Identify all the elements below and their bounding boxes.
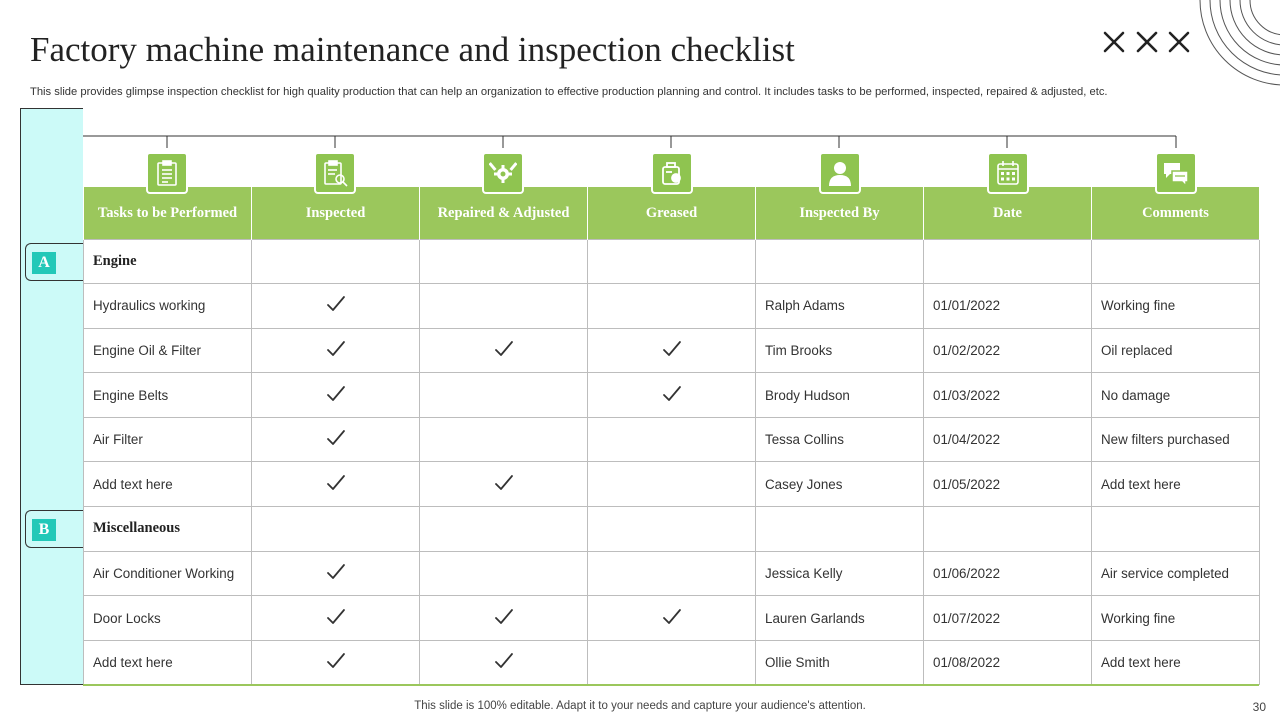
checkmark-icon [588, 596, 756, 641]
checkmark-icon [252, 328, 420, 373]
inspector-cell: Tim Brooks [756, 328, 924, 373]
section-side-bar [20, 108, 83, 685]
empty-cell [252, 239, 420, 284]
checkmark-icon [420, 462, 588, 507]
comment-cell: Add text here [1092, 462, 1260, 507]
comment-cell: Air service completed [1092, 551, 1260, 596]
table-bottom-border [83, 684, 1259, 686]
slide-subtitle: This slide provides glimpse inspection checklist for high quality production that can help an organization to effective production planning and control. It includes tasks to be performed, inspected, repaired & adjusted, etc. [30, 86, 1108, 98]
decorative-x-marks-icon [1101, 28, 1191, 56]
inspector-cell: Jessica Kelly [756, 551, 924, 596]
table-row [84, 328, 1260, 373]
section-marker-a [25, 243, 83, 281]
gear-tools-icon [482, 152, 524, 194]
inspector-cell: Casey Jones [756, 462, 924, 507]
slide-footer: This slide is 100% editable. Adapt it to your needs and capture your audience's attention. [414, 700, 866, 712]
empty-cell [420, 239, 588, 284]
table-row [84, 284, 1260, 329]
section-name: Miscellaneous [84, 507, 252, 552]
empty-cell [924, 507, 1092, 552]
empty-cell [588, 284, 756, 329]
task-cell: Door Locks [84, 596, 252, 641]
clipboard-list-icon [146, 152, 188, 194]
checkmark-icon [252, 551, 420, 596]
chat-bubbles-icon [1155, 152, 1197, 194]
comment-cell: Oil replaced [1092, 328, 1260, 373]
table-row [84, 373, 1260, 418]
empty-cell [420, 373, 588, 418]
date-cell: 01/03/2022 [924, 373, 1092, 418]
page-number: 30 [1252, 700, 1266, 714]
task-cell: Hydraulics working [84, 284, 252, 329]
checkmark-icon [420, 640, 588, 685]
task-cell: Air Filter [84, 417, 252, 462]
section-marker-b [25, 510, 83, 548]
oil-can-icon [651, 152, 693, 194]
section-badge: B [32, 519, 56, 541]
section-name: Engine [84, 239, 252, 284]
checkmark-icon [252, 373, 420, 418]
empty-cell [588, 239, 756, 284]
empty-cell [420, 507, 588, 552]
column-header-inspected: Inspected [252, 187, 420, 239]
comment-cell: Add text here [1092, 640, 1260, 685]
inspector-cell: Ollie Smith [756, 640, 924, 685]
date-cell: 01/01/2022 [924, 284, 1092, 329]
empty-cell [588, 462, 756, 507]
task-cell: Engine Oil & Filter [84, 328, 252, 373]
date-cell: 01/06/2022 [924, 551, 1092, 596]
table-row [84, 551, 1260, 596]
task-cell: Engine Belts [84, 373, 252, 418]
column-header-tasks: Tasks to be Performed [84, 187, 252, 239]
checkmark-icon [252, 284, 420, 329]
empty-cell [588, 640, 756, 685]
empty-cell [420, 417, 588, 462]
empty-cell [924, 239, 1092, 284]
empty-cell [756, 507, 924, 552]
checkmark-icon [252, 640, 420, 685]
checkmark-icon [252, 417, 420, 462]
date-cell: 01/02/2022 [924, 328, 1092, 373]
column-header-comments: Comments [1092, 187, 1260, 239]
empty-cell [252, 507, 420, 552]
empty-cell [756, 239, 924, 284]
checkmark-icon [420, 328, 588, 373]
comment-cell: New filters purchased [1092, 417, 1260, 462]
checkmark-icon [420, 596, 588, 641]
section-badge: A [32, 252, 56, 274]
comment-cell: Working fine [1092, 284, 1260, 329]
table-row [84, 462, 1260, 507]
section-row [84, 507, 1260, 552]
checklist-search-icon [314, 152, 356, 194]
column-header-inspected-by: Inspected By [756, 187, 924, 239]
decorative-arcs-icon [1195, 0, 1280, 90]
date-cell: 01/07/2022 [924, 596, 1092, 641]
table-row [84, 417, 1260, 462]
task-cell: Add text here [84, 640, 252, 685]
empty-cell [1092, 507, 1260, 552]
empty-cell [420, 551, 588, 596]
calendar-icon [987, 152, 1029, 194]
empty-cell [1092, 239, 1260, 284]
empty-cell [588, 507, 756, 552]
date-cell: 01/04/2022 [924, 417, 1092, 462]
checkmark-icon [252, 596, 420, 641]
checkmark-icon [588, 373, 756, 418]
empty-cell [588, 551, 756, 596]
task-cell: Air Conditioner Working [84, 551, 252, 596]
inspector-cell: Tessa Collins [756, 417, 924, 462]
inspector-cell: Lauren Garlands [756, 596, 924, 641]
task-cell: Add text here [84, 462, 252, 507]
table-header-row [84, 187, 1260, 239]
checkmark-icon [252, 462, 420, 507]
date-cell: 01/05/2022 [924, 462, 1092, 507]
section-row [84, 239, 1260, 284]
inspector-cell: Brody Hudson [756, 373, 924, 418]
comment-cell: Working fine [1092, 596, 1260, 641]
column-header-repaired: Repaired & Adjusted [420, 187, 588, 239]
comment-cell: No damage [1092, 373, 1260, 418]
column-header-date: Date [924, 187, 1092, 239]
empty-cell [420, 284, 588, 329]
inspector-cell: Ralph Adams [756, 284, 924, 329]
checkmark-icon [588, 328, 756, 373]
column-header-greased: Greased [588, 187, 756, 239]
date-cell: 01/08/2022 [924, 640, 1092, 685]
table-row [84, 640, 1260, 685]
maintenance-checklist-table [83, 187, 1260, 685]
slide-title: Factory machine maintenance and inspection checklist [30, 30, 795, 69]
user-icon [819, 152, 861, 194]
table-row [84, 596, 1260, 641]
empty-cell [588, 417, 756, 462]
